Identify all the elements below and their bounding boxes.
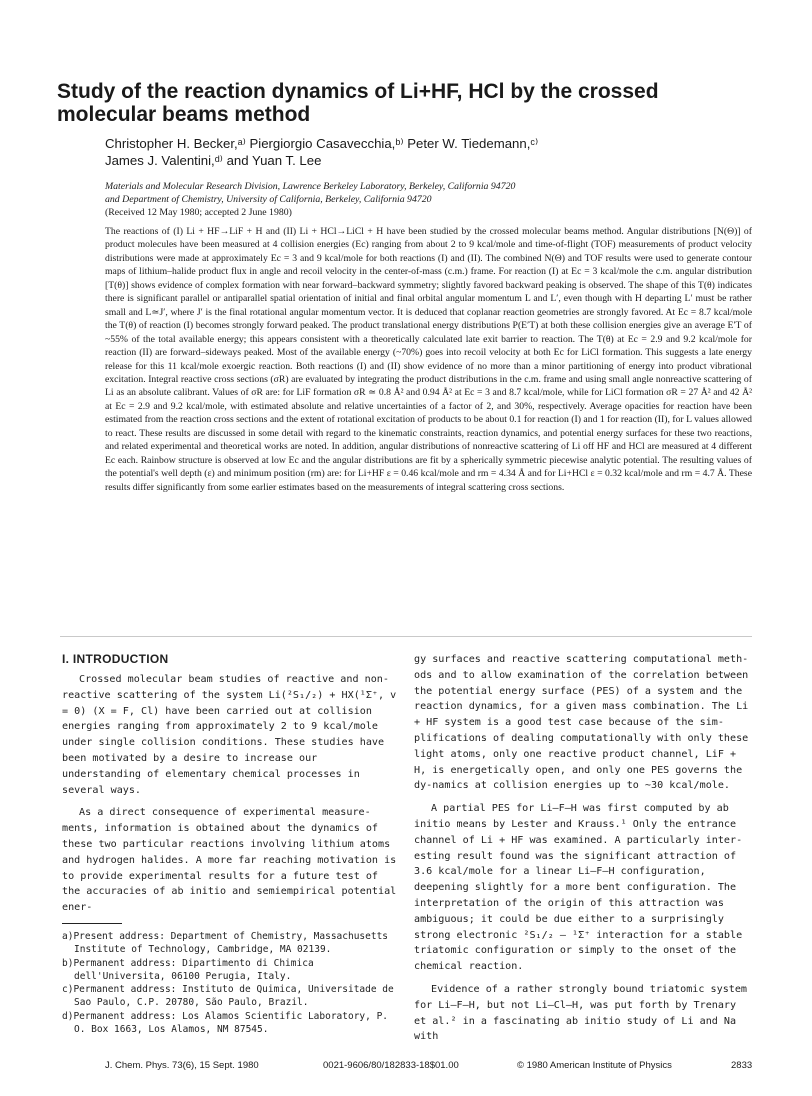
page-number: 2833 [731, 1060, 753, 1071]
copyright-notice: © 1980 American Institute of Physics [517, 1060, 672, 1071]
left-column [62, 652, 401, 1036]
paragraph-intro-2: As a direct consequence of experimental measure-ments, information is obtained about the dynamics of these two particular reactions involving lithium atoms and hydrogen halides. A more far reaching motivation is to provide experimental results for a future test of the accuracies of ab initio and semiempirical potential ener- [62, 807, 397, 914]
author-list [105, 136, 765, 169]
paragraph-intro-5: Evidence of a rather strongly bound triatomic system for Li–F–H, but not Li–Cl–H, was put forth by Trenary et al.² in a fascinating ab initio study of Li and Na with [414, 983, 748, 1043]
page-footer [0, 1060, 812, 1074]
section-divider [60, 636, 752, 637]
right-column [414, 652, 753, 1052]
paragraph-intro-1: Crossed molecular beam studies of reactive and non-reactive scattering of the system Li(²S₁/₂) + HX(¹Σ⁺, v = 0) (X = F, Cl) have been carried out at collision energies ranging from approximately 2 to 9 kcal/mole under single collision conditions. These studies have been motivated by a desire to increase our understanding of elementary chemical processes in several ways. [62, 674, 397, 796]
footnote-a: a)Present address: Department of Chemistry, Massachusetts Institute of Technology, Cambridge, MA 02139. [62, 930, 389, 956]
affiliation-line-1: Materials and Molecular Research Division, Lawrence Berkeley Laboratory, Berkeley, California 94720 [105, 181, 516, 192]
footnote-b: b)Permanent address: Dipartimento di Chimica dell'Universita, 06100 Perugia, Italy. [62, 957, 314, 982]
affiliation-block [105, 180, 765, 219]
paragraph-intro-4: A partial PES for Li–F–H was first computed by ab initio means by Lester and Krauss.¹ Only the entrance channel of Li + HF was examined. A particularly inter-esting result found was the significant attraction of 3.6 kcal/mole for a linear Li–F–H configuration, deepening slightly for a more bent configuration. The interpretation of the origin of this attraction was ambiguous; it could be due either to a surprisingly strong electronic ²S₁/₂ – ¹Σ⁺ interaction for a stable triatomic configuration or simply to the onset of the chemical reaction. [414, 803, 743, 973]
abstract: The reactions of (I) Li + HF→LiF + H and (II) Li + HCl→LiCl + H have been studied by the crossed molecular beams method. Angular distributions [N(Θ)] of product molecules have been measured at 4 collision energies (Ec) ranging from about 2 to 9 kcal/mole and time-of-flight (TOF) measurements of product velocity distributions were made at approximately Ec = 3 and 9 kcal/mole for both reactions (I) and (II). The combined N(Θ) and TOF results were used to generate contour maps of lithium–halide product flux in angle and recoil velocity in the center-of-mass (c.m.) frame. For reaction (I) at Ec = 3 kcal/mole the c.m. angular distribution [T(θ)] shows evidence of complex formation with near forward–backward symmetry; slightly favored backward peaking is observed. The shape of this T(θ) indicates there is significant parallel or antiparallel spatial orientation of initial and final orbital angular momentum L and L′, even though with H departing L′ must be rather small and L≃J′, where J′ is the final rotational angular momentum vector. It is deduced that coplanar reaction geometries are strongly favored. At Ec = 8.7 kcal/mole the T(θ) of reaction (I) becomes strongly forward peaked. The product translational energy distributions P(E′T) at both these collision energies give an average E′T of ~55% of the total available energy; this appears consistent with a theoretically calculated late exit barrier to reaction. The T(θ) at Ec = 2.9 and 9.2 kcal/mole for reaction (II) are forward–sideways peaked. Most of the available energy (~70%) goes into recoil velocity at both Ec for LiCl formation. This suggests a late energy release for this 11 kcal/mole exoergic reaction. Both reactions (I) and (II) show evidence of no more than a minor partitioning of energy into product vibrational excitation. Integral reactive cross sections (σR) are evaluated by integrating the product distributions in the c.m. frame and using small angle nonreactive scattering of Li as an absolute calibrant. Values of σR are: for LiF formation σR ≃ 0.8 Å² and 0.94 Å² at Ec = 3 and 8.7 kcal/mole, while for LiCl formation σR = 27 Å² and 42 Å² at Ec = 2.9 and 9.2 kcal/mole, with estimated absolute and relative uncertainties of a factor of 2, and 30%, respectively. Average opacities for reaction have been estimated from the reaction cross sections and the extent of rotational excitation of products to be about 0.1 for reaction (I) and 1 for reaction (II), for L values allowed to react. These results are discussed in some detail with regard to the kinematic constraints, reaction dynamics, and potential energy surfaces for these two reactions, and related experimental and theoretical works are noted. In addition, angular distributions of nonreactive scattering of Li off HF and HCl are measured at 4 different Ec each. Rainbow structure is observed at low Ec and the angular distributions are fit by a spherically symmetric piecewise analytic potential. The resulting values of the potential's well depth (ε) and minimum position (rm) are: for Li+HF ε = 0.46 kcal/mole and rm = 4.34 Å and for Li+HCl ε = 0.32 kcal/mole and rm = 4.7 Å. These results differ significantly from some earlier estimates based on the measurements of integral scattering cross sections. [105, 226, 752, 493]
footnote-divider [62, 923, 122, 924]
affiliation-line-2: and Department of Chemistry, University of California, Berkeley, California 94720 [105, 194, 432, 205]
author-line-1: Christopher H. Becker,ᵃ⁾ Piergiorgio Casavecchia,ᵇ⁾ Peter W. Tiedemann,ᶜ⁾ [105, 136, 539, 151]
section-heading-introduction: I. INTRODUCTION [62, 652, 169, 666]
journal-citation: J. Chem. Phys. 73(6), 15 Sept. 1980 [105, 1060, 259, 1071]
article-code: 0021-9606/80/182833-18$01.00 [323, 1060, 459, 1071]
footnote-d: d)Permanent address: Los Alamos Scientific Laboratory, P. O. Box 1663, Los Alamos, NM 87545. [62, 1010, 389, 1036]
paper-title: Study of the reaction dynamics of Li+HF, HCl by the crossed molecular beams method [57, 80, 659, 126]
received-date: (Received 12 May 1980; accepted 2 June 1980) [105, 207, 292, 218]
footnote-c: c)Permanent address: Instituto de Quimica, Universitade de Sao Paulo, C.P. 20780, São Paulo, Brazil. [62, 984, 394, 1009]
author-line-2: James J. Valentini,ᵈ⁾ and Yuan T. Lee [105, 152, 322, 168]
paragraph-intro-3: gy surfaces and reactive scattering computational meth-ods and to allow examination of the correlation between the potential energy surface (PES) of a system and the reaction dynamics, for a given mass combination. The Li + HF system is a good test case because of the sim-plifications of dealing computationally with only these light atoms, only one reactive product channel, LiF + H, is energetically open, and only one PES governs the dy-namics at collision energies up to ~30 kcal/mole. [414, 654, 749, 792]
